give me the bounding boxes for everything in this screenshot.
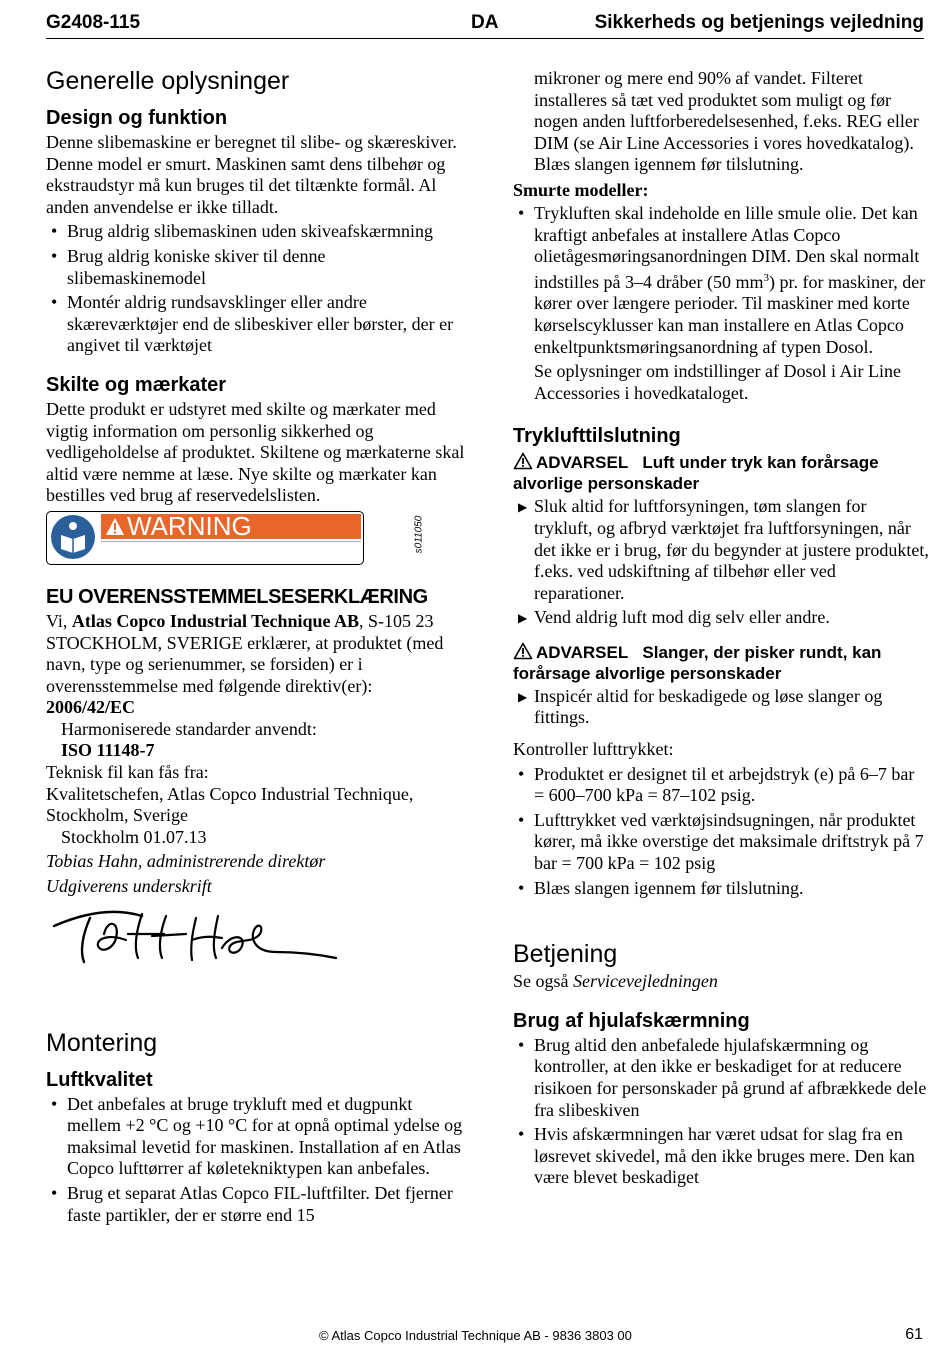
design-bullets (46, 221, 466, 357)
bullet-icon: • (518, 202, 525, 223)
triangle-right-icon: ▶ (518, 689, 528, 704)
warning-text: Luft under tryk kan forårsage alvorlige personskader (513, 453, 879, 494)
directive: 2006/42/EC (46, 697, 136, 718)
list-item: • Det anbefales at bruge trykluft med et dugpunkt mellem +2 °C og +10 °C for at opnå optimal ydelse og maksimal levetid for maskinen. Installation af en Atlas Copco lufttørrer af køletekniktypen kan anbefales. (51, 1093, 463, 1179)
warning-label-block (46, 511, 466, 571)
right-column (513, 68, 929, 1192)
design-text: Denne slibemaskine er beregnet til slibe- og skæreskiver. Denne model er smurt. Maskinen samt dens tilbehør og ekstraudstyr må kun bruges til det tiltænkte formål. Al anden anvendelse er ikke tilladt. (46, 132, 457, 217)
warning-triangle-icon (513, 452, 533, 470)
service-manual-ref: Servicevejledningen (573, 971, 718, 992)
list-item: ▶ Vend aldrig luft mod dig selv eller andre. (513, 607, 929, 629)
company-name: Atlas Copco Industrial Technique AB (71, 610, 359, 631)
bullet-icon: • (51, 245, 58, 266)
eu-paragraph: Vi, Atlas Copco Industrial Technique AB, S-105 23 STOCKHOLM, SVERIGE erklærer, at produktet (med navn, type og serienummer, se forsiden) er i overensstemmelse med følgende direktiv(er): (46, 610, 444, 696)
warning-2 (513, 642, 929, 684)
heading-signs: Skilte og mærkater (46, 373, 227, 396)
signature-image (46, 904, 346, 974)
check-pressure: Kontroller lufttrykket: (513, 739, 674, 760)
list-item: • Montér aldrig rundsavsklinger eller andre skæreværktøjer end de slibeskiver eller børster, der er angivet til værktøjet (51, 292, 454, 356)
lubricated-note: Se oplysninger om indstillinger af Dosol i Air Line Accessories i hovedkataloget. (534, 361, 901, 403)
list-item: • Brug altid den anbefalede hjulafskærmning og kontroller, at den ikke er beskadiget for at reducere risikoen for personskader på grund af afbrækkede dele fra slibeskiven (518, 1034, 927, 1120)
bullet-icon: • (51, 1093, 58, 1114)
heading-operation: Betjening (513, 940, 618, 969)
iso-standard: ISO 11148-7 (61, 740, 155, 761)
warning-icon (105, 517, 125, 537)
list-item: • Brug et separat Atlas Copco FIL-luftfilter. Det fjerner faste partikler, der er større end 15 (51, 1183, 453, 1225)
page-header (46, 10, 924, 39)
eu-declaration (46, 585, 466, 974)
signer: Tobias Hahn, administrerende direktør (46, 851, 326, 872)
list-item: • Produktet er designet til et arbejdstryk (e) på 6–7 bar = 600–700 kPa = 87–102 psig. (518, 763, 915, 806)
warning-1-items (513, 496, 929, 629)
warning-word: WARNING (127, 510, 252, 541)
lubricated-bullets (513, 203, 929, 358)
read-manual-icon (51, 515, 95, 559)
warning-word: ADVARSEL (536, 642, 629, 662)
heading-general: Generelle oplysninger (46, 67, 290, 95)
list-item: • Brug aldrig slibemaskinen uden skiveafskærmning (51, 221, 433, 242)
heading-eu-declaration: EU OVERENSSTEMMELSESERKLÆRING (46, 585, 428, 608)
heading-air-connection: Tryklufttilslutning (513, 425, 681, 448)
list-item: • Hvis afskærmningen har været udsat for slag fra en løsrevet skivedel, må den ikke bruges mere. Den kan være blevet beskadiget (518, 1124, 915, 1188)
triangle-right-icon: ▶ (518, 611, 528, 626)
bullet-icon: • (518, 877, 525, 898)
heading-air-quality: Luftkvalitet (46, 1068, 153, 1091)
tech-file-source: Kvalitetschefen, Atlas Copco Industrial Technique, Stockholm, Sverige (46, 783, 414, 826)
bullet-icon: • (518, 1034, 525, 1055)
language-code: DA (471, 12, 499, 33)
lubricated-title: Smurte modeller: (513, 179, 649, 200)
warning-text: Slanger, der pisker rundt, kan forårsage alvorlige personskader (513, 642, 882, 683)
doc-title: Sikkerheds og betjenings vejledning (594, 12, 924, 33)
warning-triangle-icon (513, 642, 533, 660)
bullet-icon: • (518, 763, 525, 784)
left-column (46, 66, 466, 1229)
bullet-icon: • (51, 292, 58, 313)
list-item: ▶ Inspicér altid for beskadigede og løse slanger og fittings. (518, 685, 883, 728)
signs-text: Dette produkt er udstyret med skilte og mærkater med vigtig information om personlig sikkerhed og vedligeholdelse af produktet. Skiltene og mærkaterne skal altid være nemme at læse. Nye skilte og mærkater kan bestilles ved brug af reservedelslisten. (46, 398, 465, 506)
tech-file-label: Teknisk fil kan fås fra: (46, 762, 209, 783)
heading-design: Design og funktion (46, 107, 228, 129)
harmonised-standards: Harmoniserede standarder anvendt: (61, 718, 317, 739)
list-item: • Blæs slangen igennem før tilslutning. (518, 877, 804, 898)
list-item: • Trykluften skal indeholde en lille smule olie. Det kan kraftigt anbefales at installere Atlas Copco olietågesmøringsanordningen DIM. Den skal normalt indstilles på 3–4 dråber (50 $mm^3$) pr. for maskiner, der kører over længere perioder. Til maskiner med korte kørselscyklusser kan man installere en Atlas Copco enkeltpunktsmøringsanordning af typen Dosol. (518, 202, 926, 357)
warning-word: ADVARSEL (536, 453, 629, 473)
warning-label (46, 511, 364, 565)
heading-wheel-guard: Brug af hjulafskærmning (513, 1009, 750, 1032)
triangle-right-icon: ▶ (518, 500, 528, 515)
heading-mounting: Montering (46, 1028, 158, 1057)
signature-label: Udgiverens underskrift (46, 876, 212, 897)
copyright: © Atlas Copco Industrial Technique AB - 9836 3803 00 (319, 1328, 632, 1343)
page-number: 61 (905, 1326, 923, 1343)
pressure-bullets (513, 764, 929, 900)
bullet-icon: • (51, 221, 58, 242)
bullet-icon: • (518, 1124, 525, 1145)
label-code: s011050 (413, 515, 425, 554)
doc-code: G2408-115 (46, 12, 141, 33)
list-item: ▶ Sluk altid for luftforsyningen, tøm slangen for trykluft, og afbryd værktøjet fra luftforsyningen, når det ikke er i brug, før du begynder at justere produktet, f.eks. ved udskiftning af tilbehør eller ved reparationer. (518, 496, 929, 603)
see-also: Se også Servicevejledningen (513, 971, 718, 992)
place-date: Stockholm 01.07.13 (61, 826, 207, 847)
warning-1 (513, 452, 929, 494)
air-quality-continued: mikroner og mere end 90% af vandet. Filteret installeres så tæt ved produktet som muligt og før nogen anden luftforberedelsesenhed, f.eks. REG eller DIM (se Air Line Accessories i vores hovedkatalog). Blæs slangen igennem før tilslutning. (534, 68, 919, 175)
air-quality-bullets (46, 1094, 466, 1227)
label-divider (101, 541, 361, 562)
wheel-guard-bullets (513, 1035, 929, 1189)
warning-2-items (513, 686, 929, 729)
bullet-icon: • (518, 809, 525, 830)
warning-band (101, 510, 361, 541)
list-item: • Brug aldrig koniske skiver til denne slibemaskinemodel (51, 245, 326, 288)
list-item: • Lufttrykket ved værktøjsindsugningen, når produktet kører, må ikke overstige det maksimale driftstryk på 7 bar = 700 kPa = 102 psig (518, 809, 924, 874)
bullet-icon: • (51, 1183, 58, 1203)
